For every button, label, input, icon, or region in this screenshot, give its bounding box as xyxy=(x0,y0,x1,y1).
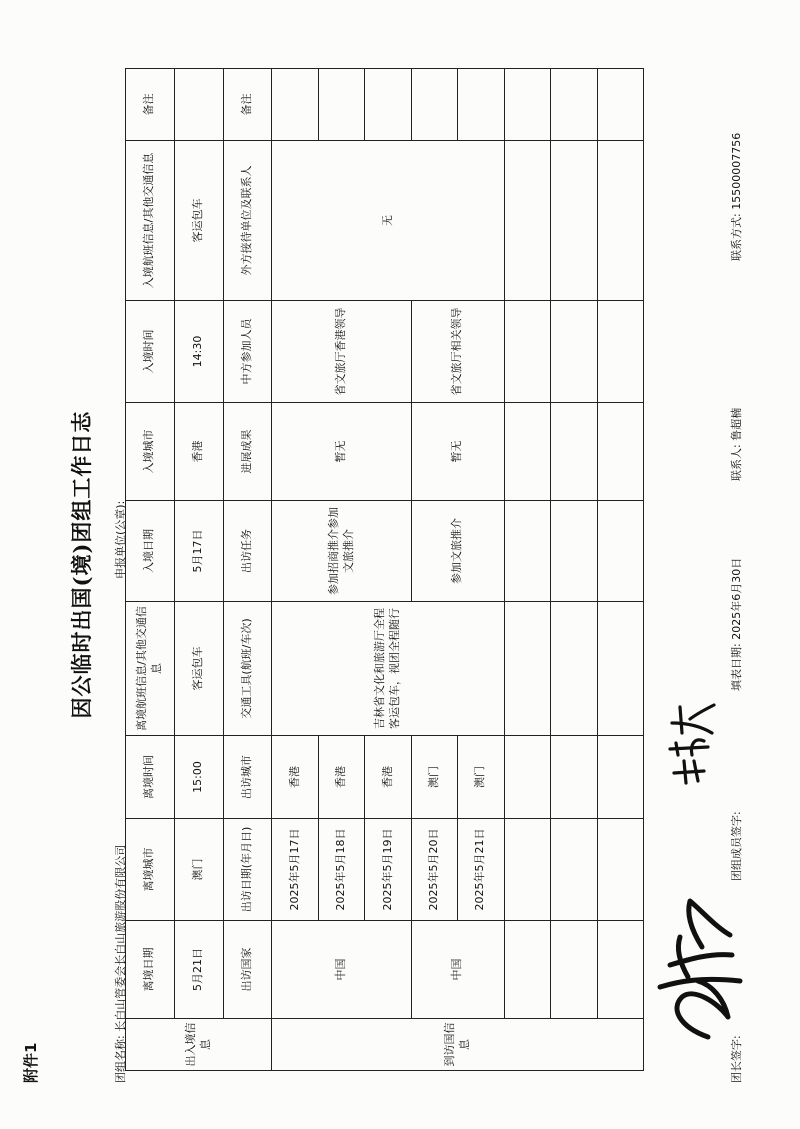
visit-country-cell: 中国 xyxy=(272,921,411,1019)
fill-date-label: 填表日期: xyxy=(730,643,743,691)
entry-time-cell: 14:30 xyxy=(174,301,223,403)
entry-city-cell: 香港 xyxy=(174,403,223,501)
blank-row xyxy=(504,69,550,1071)
col-header-visit-people: 中方参加人员 xyxy=(223,301,272,403)
col-header-remarks: 备注 xyxy=(126,69,175,141)
visit-people-cell: 省文旅厅香港领导 xyxy=(272,301,411,403)
visit-remarks-cell xyxy=(365,69,411,141)
visit-date-cell: 2025年5月18日 xyxy=(318,819,364,921)
visit-city-cell: 香港 xyxy=(365,736,411,819)
visit-city-cell: 澳门 xyxy=(411,736,457,819)
member-signature-label: 团组成员签字: xyxy=(730,811,743,881)
work-log-table xyxy=(125,68,644,1071)
visit-date-cell: 2025年5月20日 xyxy=(411,819,457,921)
col-header-entry-transport: 入境航班信息/其他交通信息 xyxy=(126,141,175,301)
visit-people-cell: 省文旅厅相关领导 xyxy=(411,301,504,403)
fill-date xyxy=(728,558,744,691)
col-header-visit-remarks: 备注 xyxy=(223,69,272,141)
visit-date-cell: 2025年5月17日 xyxy=(272,819,318,921)
visit-remarks-cell xyxy=(411,69,457,141)
contact-person xyxy=(728,408,744,481)
visit-city-cell: 澳门 xyxy=(458,736,504,819)
page-title: 因公临时出国(境)团组工作日志 xyxy=(69,410,94,719)
section-visit-info: 到访国信息 xyxy=(272,1019,644,1071)
visit-transport-cell: 吉林省文化和旅游厅全程客运包车，视团全程随行 xyxy=(272,602,504,736)
visit-date-cell: 2025年5月21日 xyxy=(458,819,504,921)
contact-label: 联系人: xyxy=(730,444,743,481)
depart-date-cell: 5月21日 xyxy=(174,921,223,1019)
col-header-depart-time: 离境时间 xyxy=(126,736,175,819)
attachment-label: 附件1 xyxy=(22,1042,40,1083)
section-entry-exit: 出入境信息 xyxy=(126,1019,272,1071)
col-header-depart-date: 离境日期 xyxy=(126,921,175,1019)
blank-row xyxy=(597,69,644,1071)
entry-row xyxy=(174,69,223,1071)
visit-row xyxy=(272,69,318,1071)
col-header-entry-time: 入境时间 xyxy=(126,301,175,403)
depart-transport-cell: 客运包车 xyxy=(174,602,223,736)
visit-foreign-contact-cell: 无 xyxy=(272,141,504,301)
fill-date-value: 2025年6月30日 xyxy=(730,557,743,640)
visit-country-cell: 中国 xyxy=(411,921,504,1019)
visit-result-cell: 暂无 xyxy=(411,403,504,501)
visit-task-cell: 参加招商推介参加文旅推介 xyxy=(272,501,411,602)
col-header-visit-city: 出访城市 xyxy=(223,736,272,819)
col-header-depart-city: 离境城市 xyxy=(126,819,175,921)
org-name: 长白山管委会长白山旅游股份有限公司 xyxy=(114,844,127,1032)
visit-remarks-cell xyxy=(272,69,318,141)
phone-value: 15500007756 xyxy=(730,132,743,210)
visit-city-cell: 香港 xyxy=(318,736,364,819)
entry-transport-cell: 客运包车 xyxy=(174,141,223,301)
visit-remarks-cell xyxy=(318,69,364,141)
col-header-visit-result: 进展成果 xyxy=(223,403,272,501)
phone-label: 联系方式: xyxy=(730,213,743,261)
col-header-depart-transport: 离境航班信息/其他交通信息 xyxy=(126,602,175,736)
visit-date-cell: 2025年5月19日 xyxy=(365,819,411,921)
visit-city-cell: 香港 xyxy=(272,736,318,819)
visit-task-cell: 参加文旅推介 xyxy=(411,501,504,602)
member-handwritten-signature xyxy=(664,699,722,789)
visit-remarks-cell xyxy=(458,69,504,141)
blank-row xyxy=(551,69,597,1071)
col-header-entry-date: 入境日期 xyxy=(126,501,175,602)
leader-signature-label: 团长签字: xyxy=(730,1035,743,1083)
col-header-visit-country: 出访国家 xyxy=(223,921,272,1019)
leader-handwritten-signature xyxy=(640,887,750,1047)
col-header-visit-foreign: 外方接待单位及联系人 xyxy=(223,141,272,301)
col-header-visit-date: 出访日期(年月日) xyxy=(223,819,272,921)
entry-date-cell: 5月17日 xyxy=(174,501,223,602)
contact-value: 鲁超楠 xyxy=(730,407,743,441)
depart-city-cell: 澳门 xyxy=(174,819,223,921)
contact-phone xyxy=(728,133,744,261)
col-header-visit-task: 出访任务 xyxy=(223,501,272,602)
reporter-label: 申报单位(公章): xyxy=(114,500,127,579)
visit-result-cell: 暂无 xyxy=(272,403,411,501)
col-header-visit-transport: 交通工具(航班/车次) xyxy=(223,602,272,736)
col-header-entry-city: 入境城市 xyxy=(126,403,175,501)
entry-remarks-cell xyxy=(174,69,223,141)
org-label: 团组名称: xyxy=(114,1035,127,1083)
depart-time-cell: 15:00 xyxy=(174,736,223,819)
